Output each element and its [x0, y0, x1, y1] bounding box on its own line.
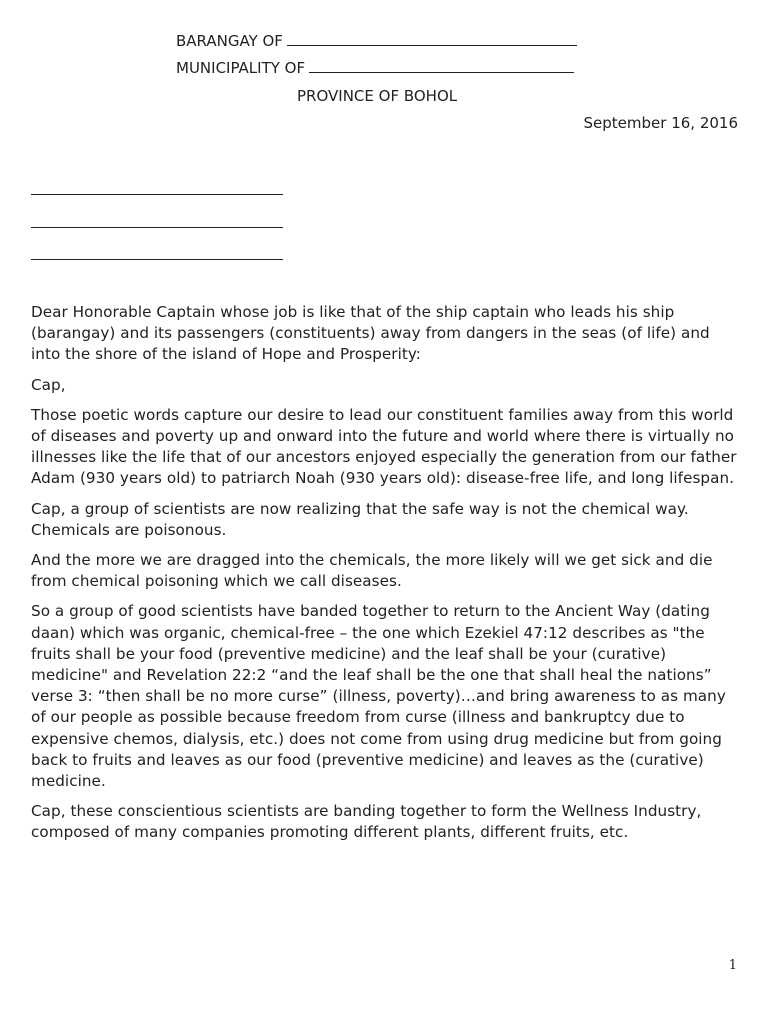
address-blank-2: [31, 226, 283, 228]
address-blank-3: [31, 258, 283, 260]
municipality-label: MUNICIPALITY OF: [176, 59, 306, 77]
province-line: [297, 86, 457, 106]
paragraph-salutation: Dear Honorable Captain whose job is like that of the ship captain who leads his ship (barangay) and its passengers (constituents) away from dangers in the seas (of life) and into the shore of the island of Hope and Prosperity:: [31, 303, 710, 364]
municipality-blank: [309, 58, 574, 73]
date-text: September 16, 2016: [583, 114, 738, 132]
letter-date: [584, 113, 738, 133]
barangay-line: [176, 31, 577, 51]
paragraph-chemicals: And the more we are dragged into the chemicals, the more likely will we get sick and die from chemical poisoning which we call diseases.: [31, 551, 713, 591]
address-blank-1: [31, 193, 283, 195]
paragraph-scientists: Cap, a group of scientists are now realizing that the safe way is not the chemical way. Chemicals are poisonous.: [31, 499, 689, 539]
letter-body: [31, 302, 741, 853]
paragraph-wellness-industry: Cap, these conscientious scientists are banding together to form the Wellness Industry, composed of many companies promoting different plants, different fruits, etc.: [31, 802, 702, 842]
page-number: 1: [728, 958, 737, 973]
paragraph-poetic-words: Those poetic words capture our desire to lead our constituent families away from this world of diseases and poverty up and onward into the future and world where there is virtually no illnesses like the life that of our ancestors enjoyed especially the generation from our father Adam (930 years old) to patriarch Noah (930 years old): disease-free life, and long lifespan.: [31, 405, 737, 488]
barangay-blank: [287, 31, 577, 46]
paragraph-ancient-way: So a group of good scientists have banded together to return to the Ancient Way (dating daan) which was organic, chemical-free – the one which Ezekiel 47:12 describes as "the fruits shall be your food (preventive medicine) and the leaf shall be your (curative) medicine" and Revelation 22:2 “and the leaf shall be the one that shall heal the nations” verse 3: “then shall be no more curse” (illness, poverty)…and bring awareness to as many of our people as possible because freedom from curse (illness and bankruptcy due to expensive chemos, dialysis, etc.) does not come from using drug medicine but from going back to fruits and leaves as our food (preventive medicine) and leaves as the (curative) medicine.: [31, 602, 726, 791]
paragraph-cap: Cap,: [31, 375, 66, 394]
barangay-label: BARANGAY OF: [176, 32, 283, 50]
province-label: PROVINCE OF BOHOL: [297, 87, 458, 105]
municipality-line: [176, 58, 574, 78]
